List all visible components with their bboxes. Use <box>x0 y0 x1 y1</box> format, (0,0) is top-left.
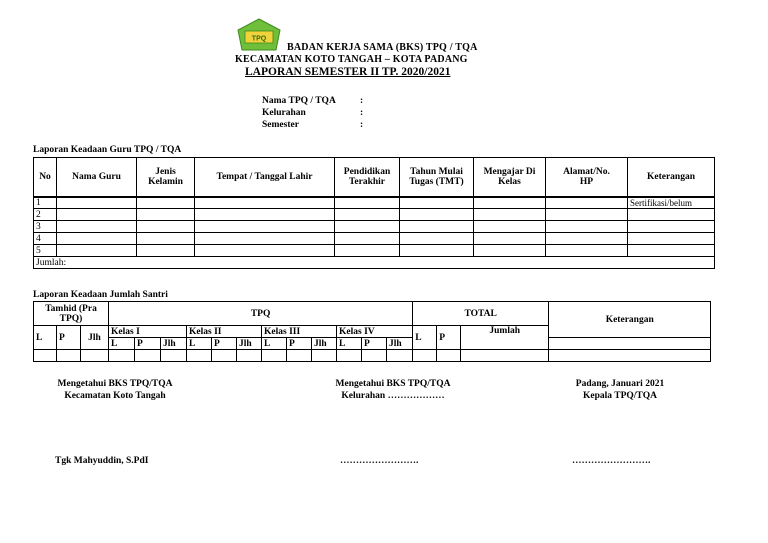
table-row <box>34 221 715 233</box>
table-row <box>34 233 715 245</box>
kelas-1-header: Kelas I <box>109 326 187 338</box>
identity-sep: : <box>360 96 364 106</box>
tamhid-p: P <box>57 326 81 350</box>
students-section-title: Laporan Keadaan Jumlah Santri <box>33 290 168 300</box>
col-tempat-tanggal-lahir: Tempat / Tanggal Lahir <box>195 158 335 197</box>
kelas-2-l: L <box>187 338 212 350</box>
teachers-table <box>33 157 715 269</box>
identity-label-nama-tpq: Nama TPQ / TQA <box>262 96 336 106</box>
org-district: KECAMATAN KOTO TANGAH – KOTA PADANG <box>235 54 468 65</box>
kelas-1-p: P <box>135 338 161 350</box>
total-p: P <box>437 326 461 350</box>
logo-emblem-icon <box>236 18 282 52</box>
org-name: BADAN KERJA SAMA (BKS) TPQ / TQA <box>287 42 478 53</box>
row-no: 5 <box>34 245 57 257</box>
keterangan-cell <box>549 338 711 350</box>
signature-line1: Padang, Januari 2021 <box>575 379 665 389</box>
col-alamat: Alamat/No. HP <box>546 158 628 197</box>
signature-line1: Mengetahui BKS TPQ/TQA <box>335 379 451 389</box>
kelas-2-p: P <box>212 338 237 350</box>
kelas-3-l: L <box>262 338 287 350</box>
col-no: No <box>34 158 57 197</box>
table-row <box>34 350 711 362</box>
col-tmt: Tahun Mulai Tugas (TMT) <box>400 158 474 197</box>
row-no: 4 <box>34 233 57 245</box>
total-l: L <box>413 326 437 350</box>
table-row <box>34 245 715 257</box>
students-table <box>33 301 711 362</box>
tamhid-l: L <box>34 326 57 350</box>
tpq-header: TPQ <box>109 302 413 326</box>
kelas-2-header: Kelas II <box>187 326 262 338</box>
total-jumlah: Jumlah <box>461 326 549 350</box>
identity-labels <box>262 95 336 131</box>
keterangan-header: Keterangan <box>549 302 711 338</box>
col-mengajar: Mengajar Di Kelas <box>474 158 546 197</box>
table-row <box>34 209 715 221</box>
kelas-4-l: L <box>337 338 362 350</box>
total-label: Jumlah: <box>34 257 715 269</box>
tamhid-jlh: Jlh <box>81 326 109 350</box>
kelas-4-jlh: Jlh <box>387 338 413 350</box>
kelas-3-header: Kelas III <box>262 326 337 338</box>
identity-sep: : <box>360 108 364 118</box>
signature-line2: Kepala TPQ/TQA <box>583 391 657 401</box>
total-row <box>34 257 715 269</box>
kelas-2-jlh: Jlh <box>237 338 262 350</box>
table-row <box>34 197 715 209</box>
identity-label-kelurahan: Kelurahan <box>262 108 306 118</box>
report-title: LAPORAN SEMESTER II TP. 2020/2021 <box>245 66 451 78</box>
row-no: 3 <box>34 221 57 233</box>
signature-block-kepala <box>555 378 685 402</box>
kelas-4-header: Kelas IV <box>337 326 413 338</box>
col-nama-guru: Nama Guru <box>57 158 137 197</box>
row-no: 1 <box>34 197 57 209</box>
identity-label-semester: Semester <box>262 120 299 130</box>
signature-block-bks <box>40 378 190 402</box>
total-header: TOTAL <box>413 302 549 326</box>
signature-name-kepala: ……………………. <box>572 456 651 466</box>
signature-line1: Mengetahui BKS TPQ/TQA <box>57 379 173 389</box>
row-keterangan: Sertifikasi/belum <box>628 197 715 209</box>
row-no: 2 <box>34 209 57 221</box>
col-jenis-kelamin: Jenis Kelamin <box>137 158 195 197</box>
kelas-4-p: P <box>362 338 387 350</box>
kelas-1-jlh: Jlh <box>161 338 187 350</box>
signature-name-kelurahan: ……………………. <box>340 456 419 466</box>
identity-sep: : <box>360 120 364 130</box>
signature-name-bks: Tgk Mahyuddin, S.PdI <box>55 456 149 466</box>
signature-line2: Kecamatan Koto Tangah <box>64 391 166 401</box>
kelas-1-l: L <box>109 338 135 350</box>
signature-block-kelurahan <box>318 378 468 402</box>
signature-line2: Kelurahan ……………… <box>341 391 445 401</box>
col-keterangan: Keterangan <box>628 158 715 197</box>
logo-text: TPQ <box>251 35 267 43</box>
logo <box>236 18 282 52</box>
kelas-3-p: P <box>287 338 312 350</box>
kelas-3-jlh: Jlh <box>312 338 337 350</box>
teachers-section-title: Laporan Keadaan Guru TPQ / TQA <box>33 145 182 155</box>
identity-separators <box>360 95 363 131</box>
col-pendidikan-terakhir: Pendidikan Terakhir <box>335 158 400 197</box>
tamhid-header: Tamhid (Pra TPQ) <box>34 302 109 326</box>
